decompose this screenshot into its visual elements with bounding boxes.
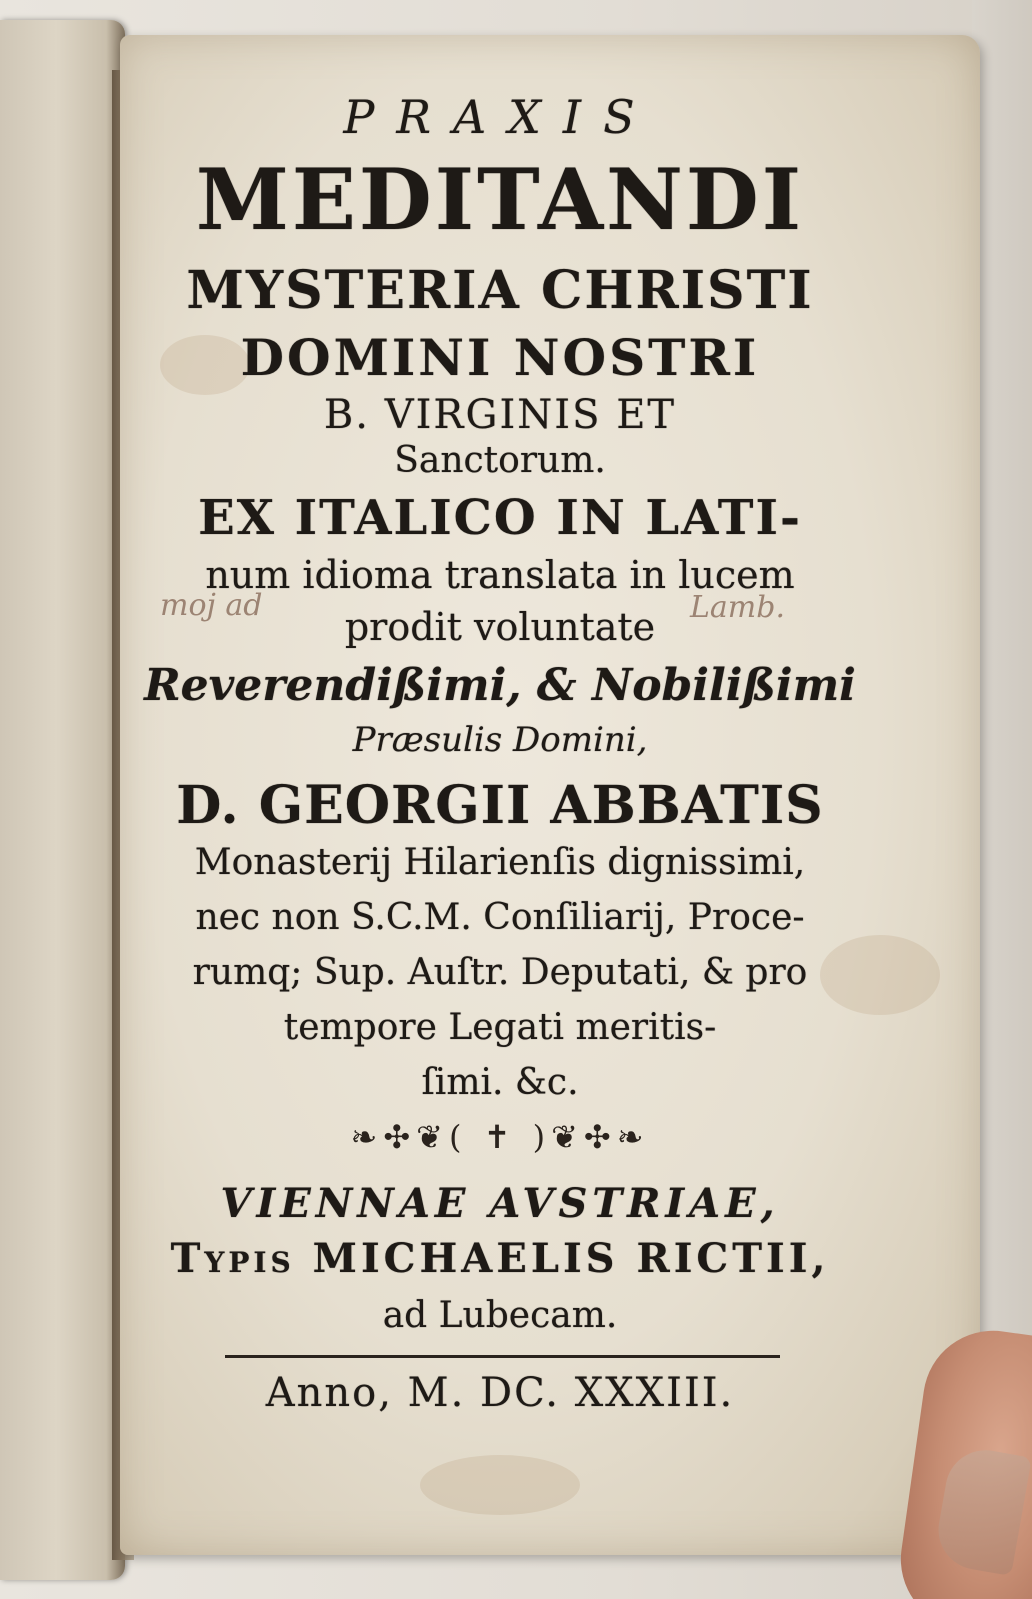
handwritten-note-right: Lamb. xyxy=(690,590,785,625)
imprint-typis: Typis MICHAELIS RICTII, xyxy=(170,1235,830,1282)
imprint-ad-lubecam: ad Lubecam. xyxy=(382,1295,618,1336)
handwritten-note-left: moj ad xyxy=(160,588,263,623)
title-meditandi: MEDITANDI xyxy=(195,150,805,249)
title-nec-non: nec non S.C.M. Conſiliarij, Proce- xyxy=(195,897,805,938)
imprint-date: Anno, M. DC. XXXIII. xyxy=(265,1370,735,1416)
foxing-stain xyxy=(420,1455,580,1515)
title-sanctorum: Sanctorum. xyxy=(394,440,606,481)
title-praxis: PRAXIS xyxy=(343,90,657,144)
title-praesulis-domini: Præsulis Domini, xyxy=(352,720,648,760)
title-b-virginis: B. VIRGINIS ET xyxy=(323,392,677,438)
horizontal-rule xyxy=(225,1355,780,1358)
title-num-idioma: num idioma translata in lucem xyxy=(205,553,795,597)
title-domini-nostri: DOMINI NOSTRI xyxy=(240,328,760,387)
title-simi: ſimi. &c. xyxy=(421,1062,579,1103)
left-page xyxy=(0,20,125,1580)
printers-ornament: ❧✣❦( ✝ )❦✣❧ xyxy=(350,1118,650,1156)
title-tempore: tempore Legati meritis- xyxy=(283,1007,717,1048)
title-monasterij: Monasterij Hilarienſis dignissimi, xyxy=(194,842,806,883)
imprint-viennae: VIENNAE AVSTRIAE, xyxy=(220,1180,780,1227)
title-georgii-abbatis: D. GEORGII ABBATIS xyxy=(176,775,824,836)
title-prodit-voluntate: prodit voluntate xyxy=(344,605,656,649)
title-rumq: rumq; Sup. Auſtr. Deputati, & pro xyxy=(192,952,808,993)
title-reverendissimi: Reverendißimi, & Nobilißimi xyxy=(144,660,856,711)
title-ex-italico: EX ITALICO IN LATI- xyxy=(198,490,802,546)
title-mysteria-christi: MYSTERIA CHRISTI xyxy=(186,260,814,321)
